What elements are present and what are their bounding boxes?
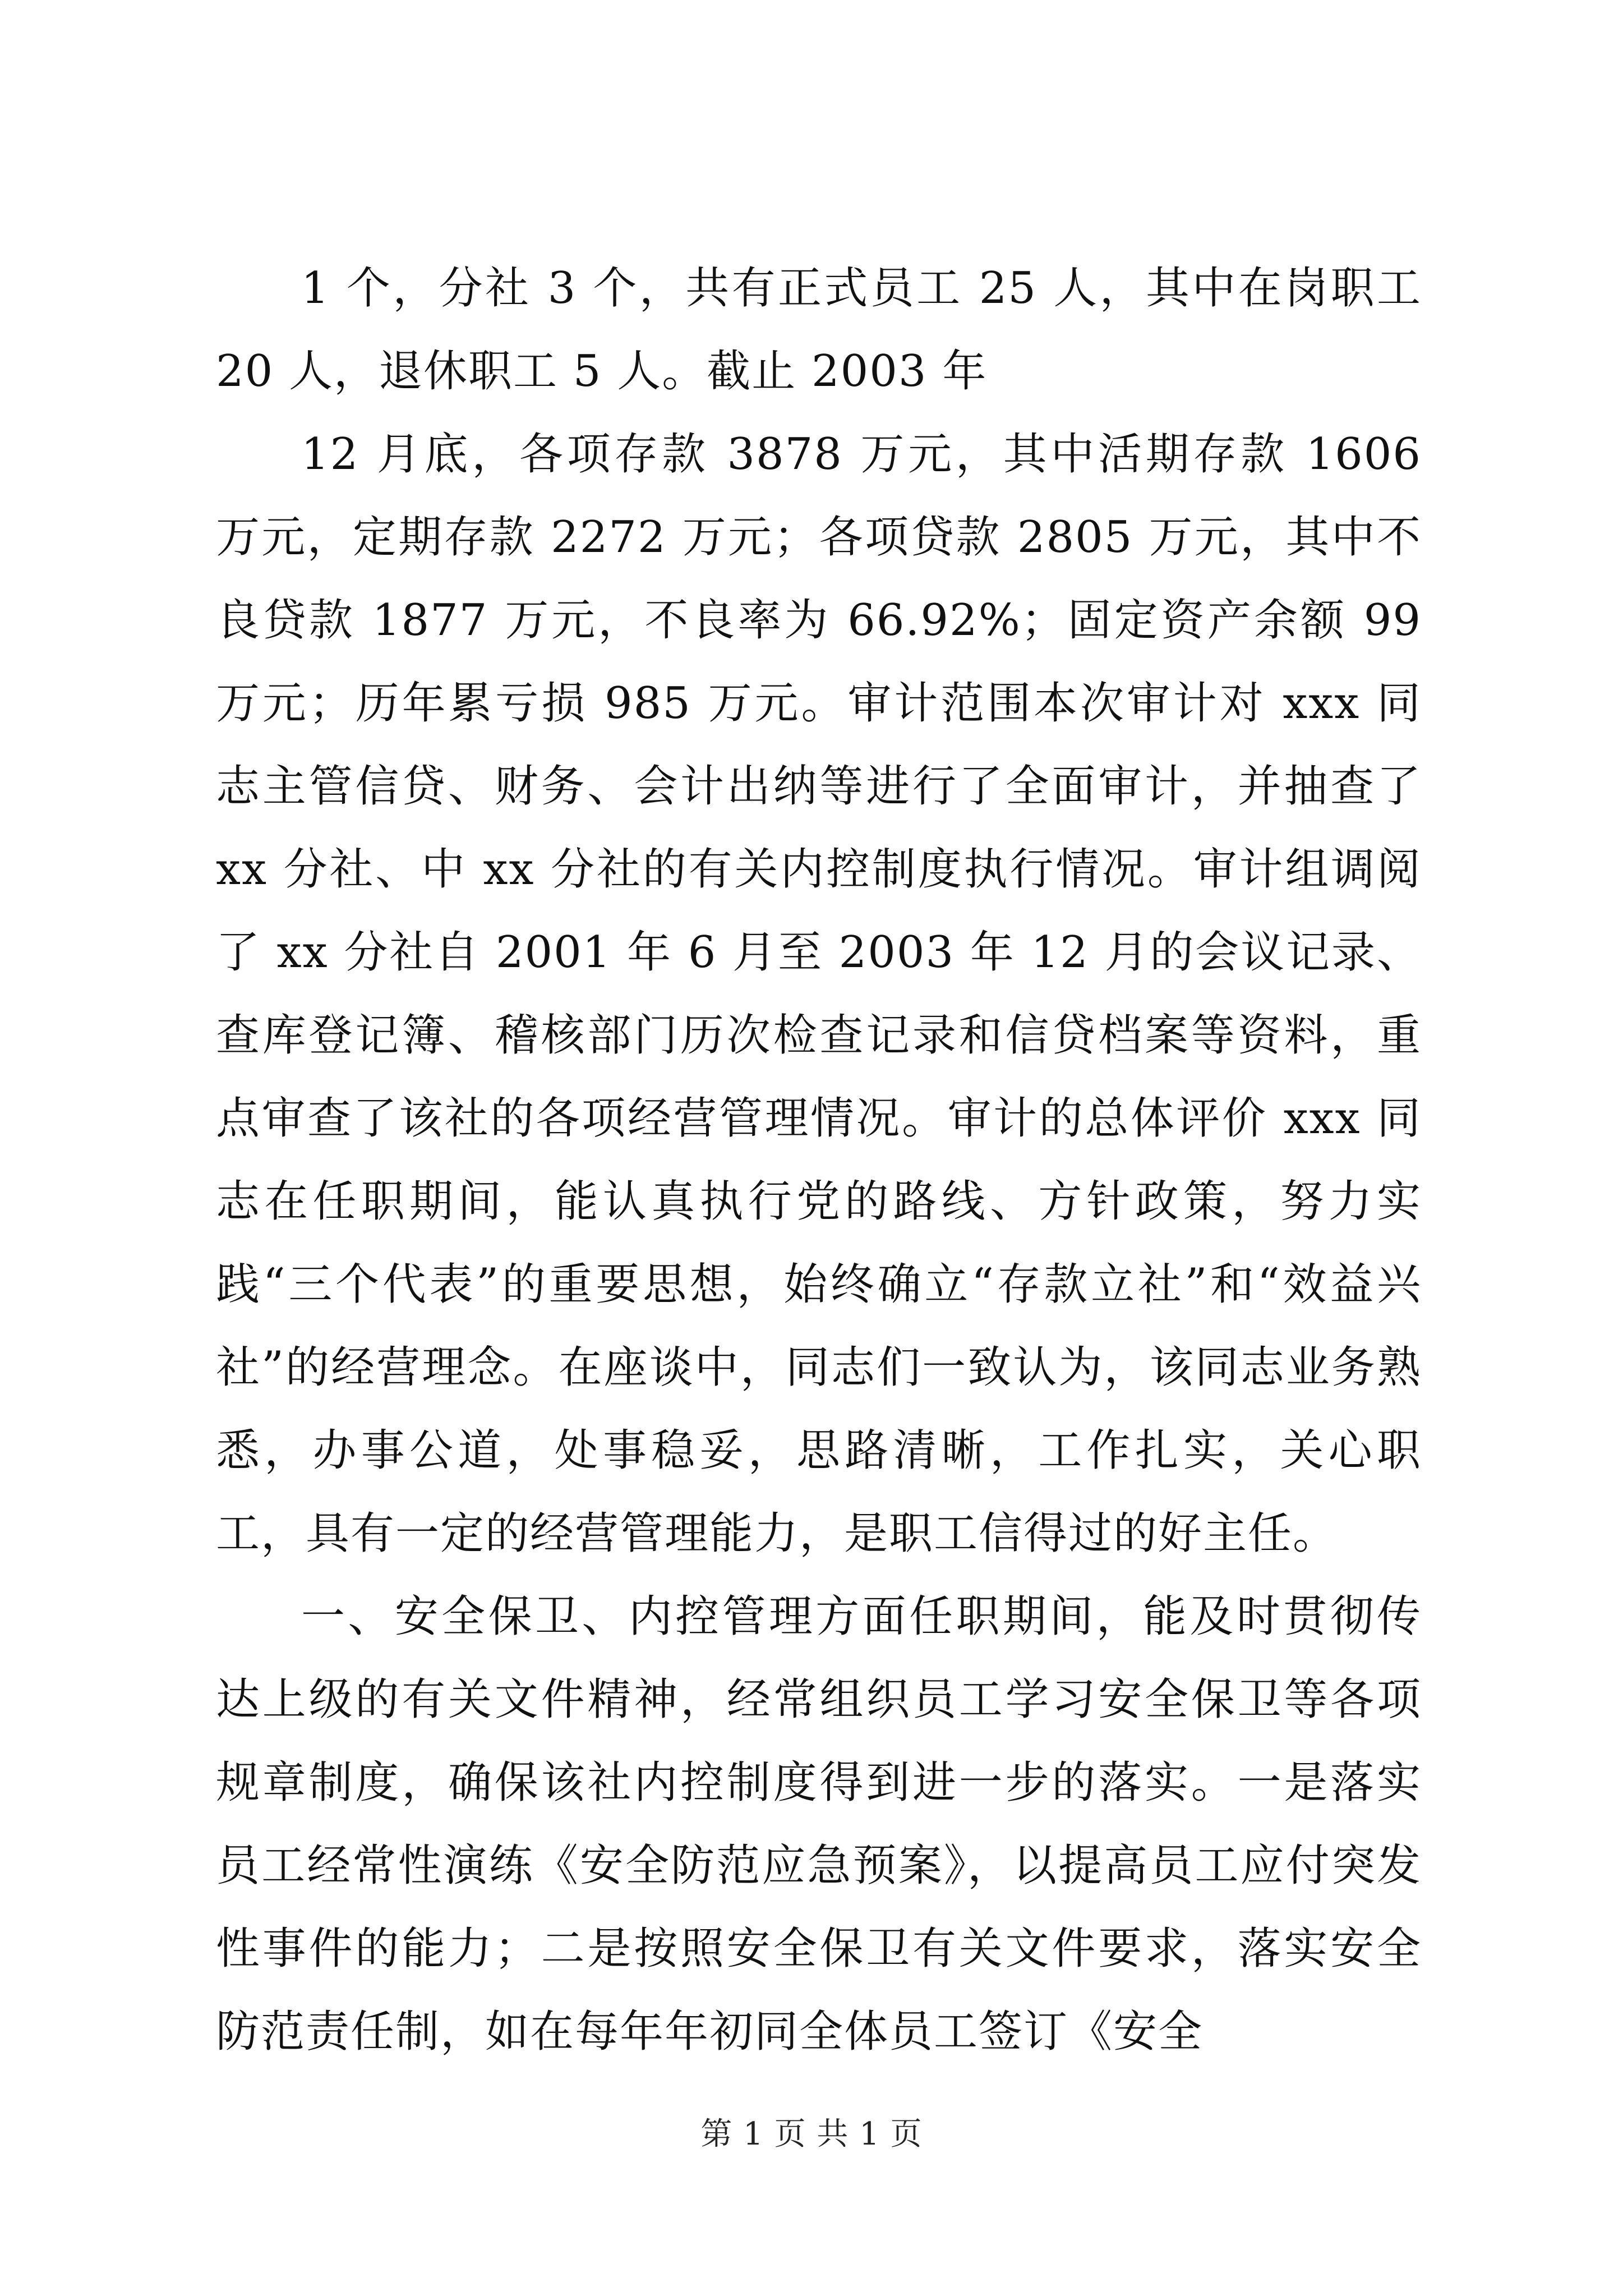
paragraph-1: 1 个，分社 3 个，共有正式员工 25 人，其中在岗职工 20 人，退休职工 5 人。截止 2003 年 — [216, 263, 1422, 397]
paragraph-2: 12 月底，各项存款 3878 万元，其中活期存款 1606 万元，定期存款 2272 万元；各项贷款 2805 万元，其中不良贷款 1877 万元，不良率为 66.92%；固定资产余额 99 万元；历年累亏损 985 万元。审计范围本次审计对 xxx 同志主管信贷、财务、会计出纳等进行了全面审计，并抽查了 xx 分社、中 xx 分社的有关内控制度执行情况。审计组调阅了 xx 分社自 2001 年 6 月至 2003 年 12 月的会议记录、查库登记簿、稽核部门历次检查记录和信贷档案等资料，重点审查了该社的各项经营管理情况。审计的总体评价 xxx 同志在任职期间，能认真执行党的路线、方针政策，努力实践“三个代表”的重要思想，始终确立“存款立社”和“效益兴社”的经营理念。在座谈中，同志们一致认为，该同志业务熟悉，办事公道，处事稳妥，思路清晰，工作扎实，关心职工，具有一定的经营管理能力，是职工信得过的好主任。 — [216, 429, 1422, 1559]
document-body — [216, 247, 1422, 2073]
paragraph-3: 一、安全保卫、内控管理方面任职期间，能及时贯彻传达上级的有关文件精神，经常组织员工学习安全保卫等各项规章制度，确保该社内控制度得到进一步的落实。一是落实员工经常性演练《安全防范应急预案》，以提高员工应付突发性事件的能力；二是按照安全保卫有关文件要求，落实安全防范责任制，如在每年年初同全体员工签订《安全 — [216, 1591, 1422, 2057]
page-footer: 第 1 页 共 1 页 — [700, 2116, 923, 2152]
